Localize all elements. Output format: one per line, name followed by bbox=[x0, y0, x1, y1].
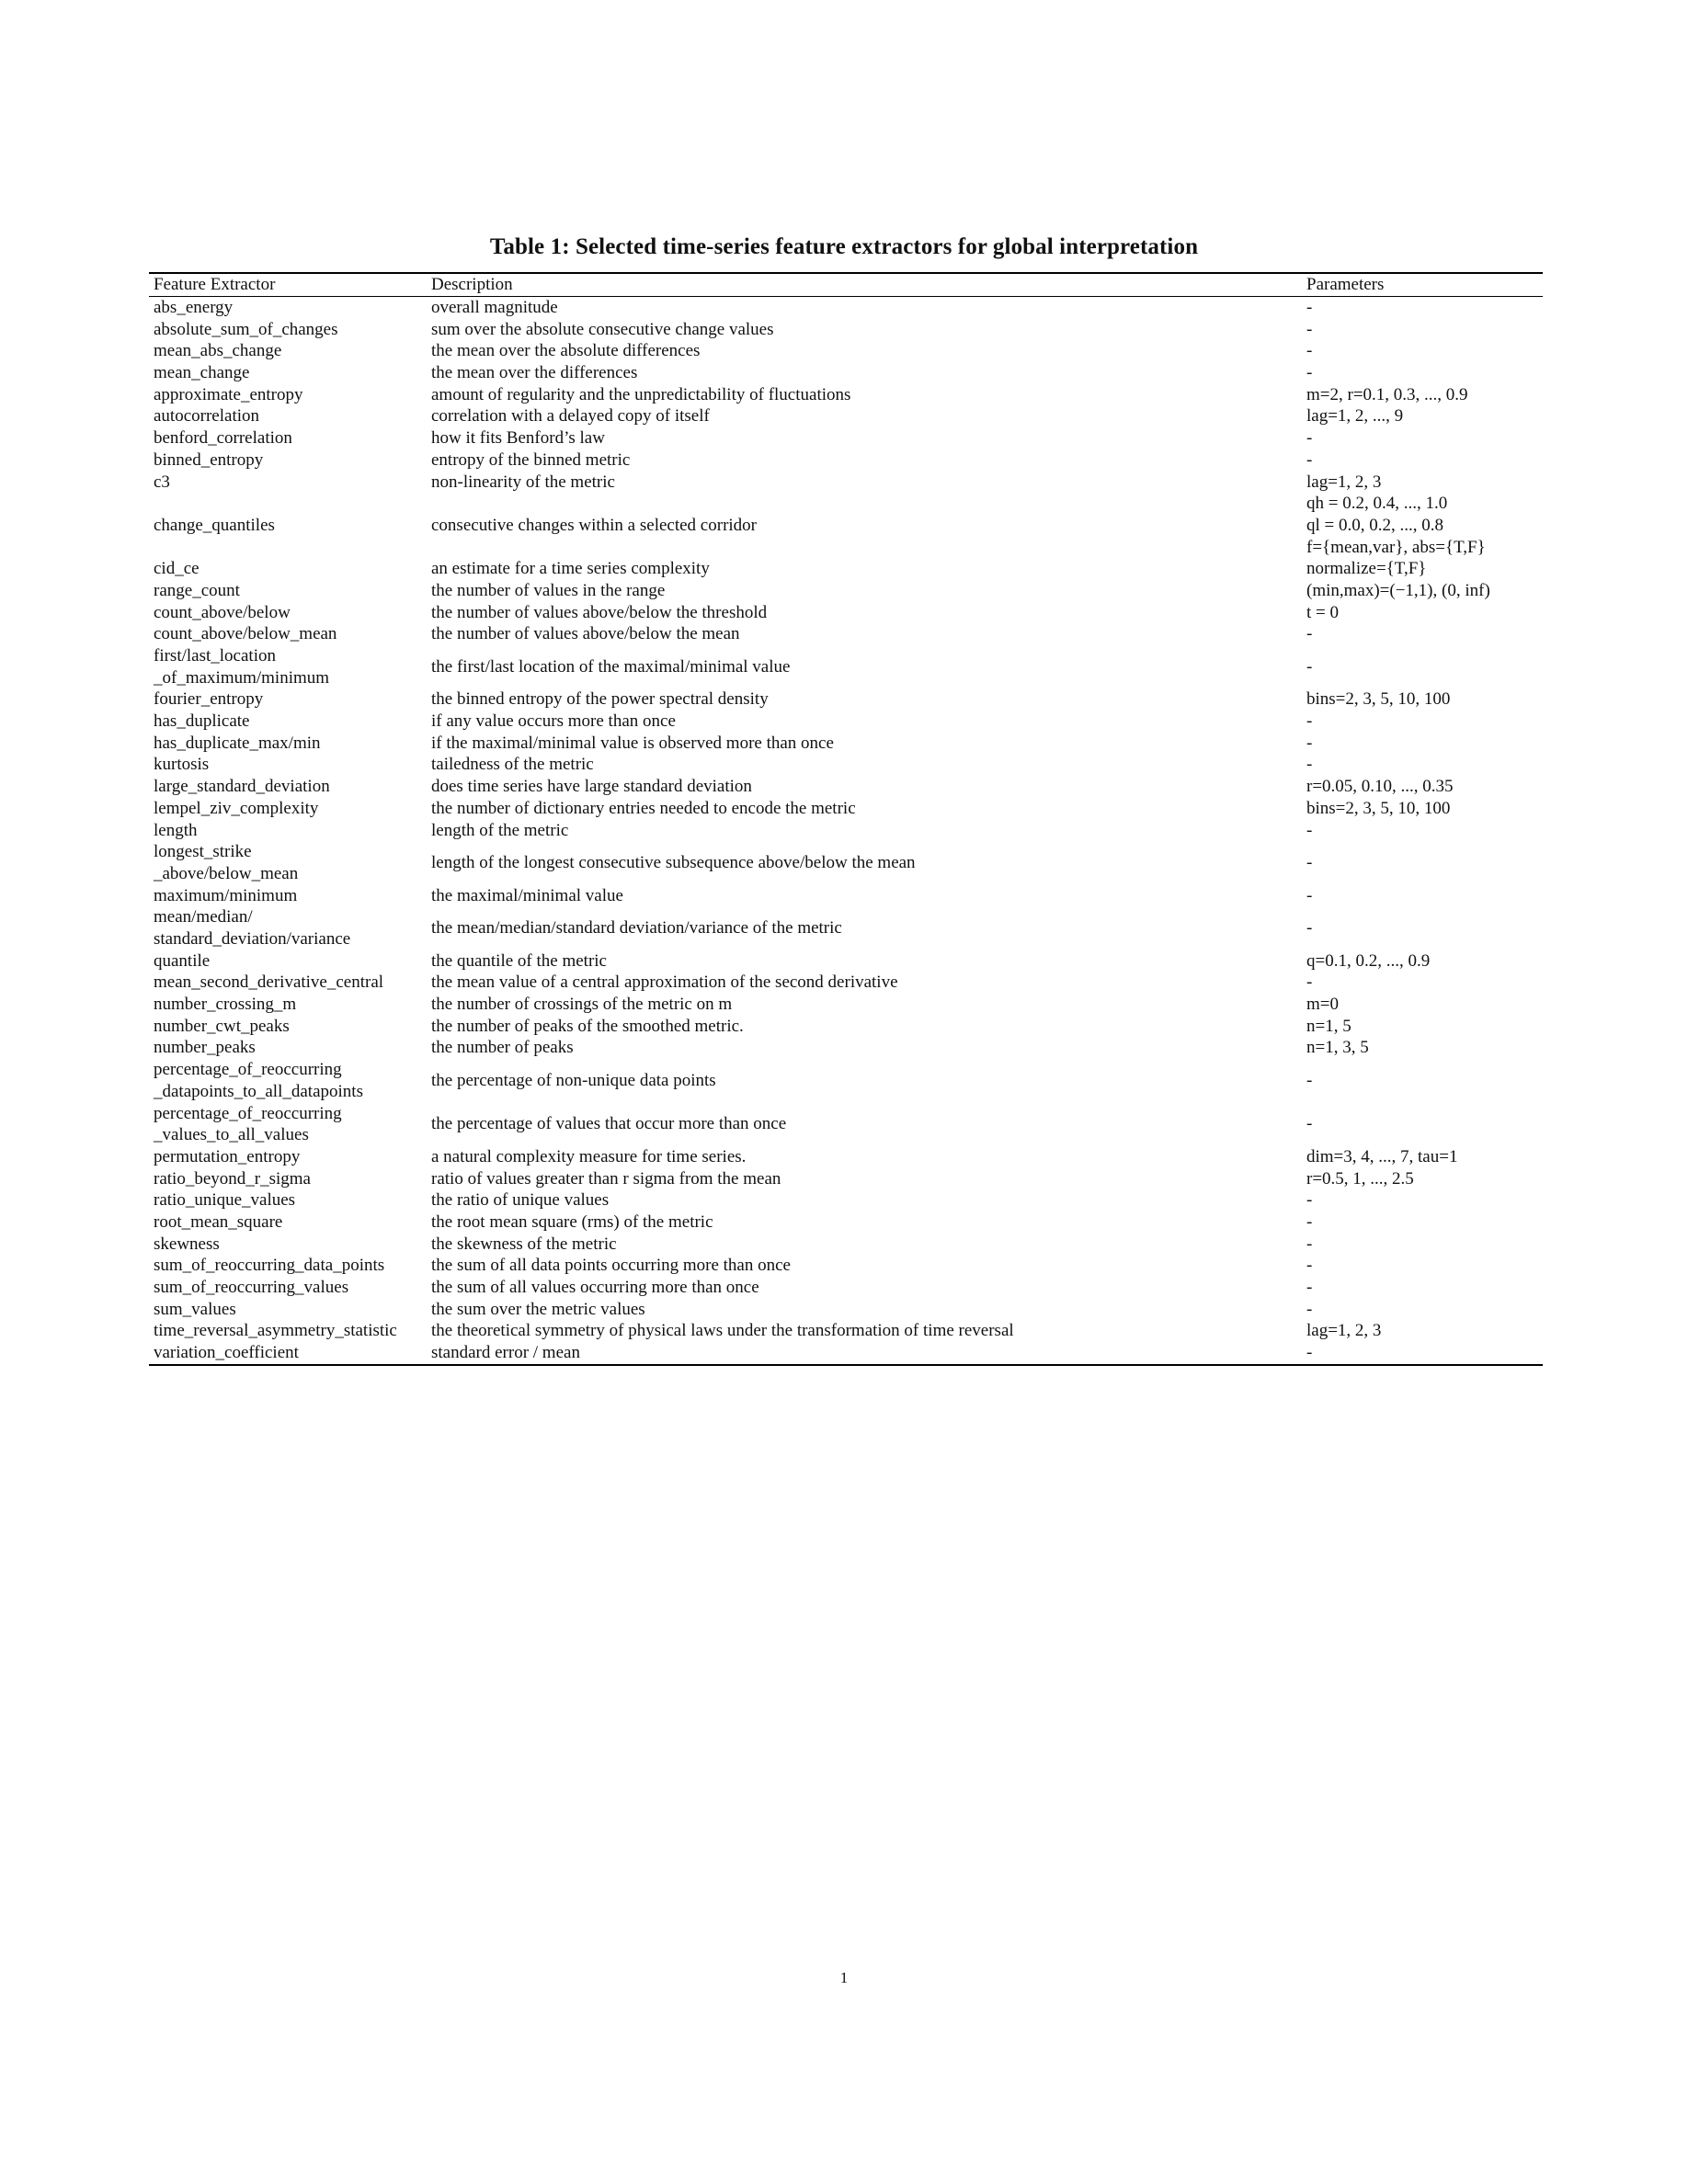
feature-name-cell bbox=[154, 885, 297, 907]
feature-name-cell bbox=[154, 754, 209, 776]
description-cell: the number of values above/below the threshold bbox=[431, 602, 768, 622]
table-row bbox=[149, 950, 1543, 973]
description-cell: the mean value of a central approximation of the second derivative bbox=[431, 973, 898, 993]
description-cell: length of the metric bbox=[431, 820, 569, 840]
table-row bbox=[149, 1234, 1543, 1256]
description-cell: the maximal/minimal value bbox=[431, 885, 623, 905]
parameter-line: - bbox=[1306, 298, 1313, 317]
parameters-cell bbox=[1306, 1342, 1312, 1364]
description-cell: ratio of values greater than r sigma from the mean bbox=[431, 1168, 781, 1189]
feature-name-line: maximum/minimum bbox=[154, 885, 298, 905]
feature-name-cell bbox=[154, 733, 321, 755]
table-row bbox=[149, 340, 1543, 362]
feature-name-cell bbox=[154, 405, 259, 427]
table-row bbox=[149, 1342, 1543, 1364]
description-cell: the theoretical symmetry of physical laws under the transformation of time reversal bbox=[431, 1321, 1014, 1341]
parameter-line: (min,max)=(−1,1), (0, inf) bbox=[1306, 580, 1490, 600]
description-cell: the number of values in the range bbox=[431, 580, 666, 600]
feature-name-line: sum_of_reoccurring_data_points bbox=[154, 1256, 385, 1276]
feature-name-line: mean_change bbox=[154, 363, 250, 383]
feature-name-cell bbox=[154, 1103, 342, 1146]
feature-name-line: count_above/below bbox=[154, 602, 291, 622]
parameters-cell bbox=[1306, 384, 1468, 406]
description-cell: non-linearity of the metric bbox=[431, 472, 615, 492]
feature-name-cell bbox=[154, 1342, 299, 1364]
description-cell: the number of peaks bbox=[431, 1038, 574, 1058]
parameter-line: m=2, r=0.1, 0.3, ..., 0.9 bbox=[1306, 384, 1468, 404]
description-cell: standard error / mean bbox=[431, 1343, 580, 1363]
feature-name-line: count_above/below_mean bbox=[154, 624, 337, 644]
table-row bbox=[149, 798, 1543, 820]
parameters-cell bbox=[1306, 362, 1312, 384]
description-cell: the number of dictionary entries needed to encode the metric bbox=[431, 798, 856, 818]
feature-name-line: range_count bbox=[154, 580, 240, 600]
description-cell: the skewness of the metric bbox=[431, 1234, 617, 1254]
parameters-cell bbox=[1306, 558, 1426, 580]
parameters-cell bbox=[1306, 1234, 1312, 1256]
parameter-line: r=0.5, 1, ..., 2.5 bbox=[1306, 1168, 1414, 1189]
parameters-cell bbox=[1306, 1113, 1312, 1135]
parameter-line: - bbox=[1306, 711, 1313, 732]
feature-name-line: percentage_of_reoccurring bbox=[154, 1060, 342, 1080]
table-row bbox=[149, 645, 1543, 688]
parameter-line: - bbox=[1306, 1114, 1313, 1134]
description-cell: the number of peaks of the smoothed metric. bbox=[431, 1016, 744, 1036]
parameters-cell bbox=[1306, 1168, 1414, 1190]
table-row bbox=[149, 994, 1543, 1016]
parameters-cell bbox=[1306, 950, 1430, 973]
parameter-line: normalize={T,F} bbox=[1306, 559, 1427, 579]
parameter-line: q=0.1, 0.2, ..., 0.9 bbox=[1306, 950, 1431, 971]
table-row bbox=[149, 384, 1543, 406]
description-cell: the mean/median/standard deviation/variance of the metric bbox=[431, 918, 842, 938]
feature-name-line: large_standard_deviation bbox=[154, 777, 330, 797]
parameters-cell bbox=[1306, 602, 1339, 624]
parameters-cell bbox=[1306, 340, 1312, 362]
feature-name-cell bbox=[154, 472, 170, 494]
parameters-cell bbox=[1306, 472, 1381, 494]
parameter-line: n=1, 3, 5 bbox=[1306, 1038, 1369, 1058]
feature-name-line: kurtosis bbox=[154, 755, 210, 775]
feature-name-cell bbox=[154, 906, 350, 950]
parameters-cell bbox=[1306, 972, 1312, 994]
feature-name-line: _of_maximum/minimum bbox=[154, 667, 330, 688]
table-row bbox=[149, 1103, 1543, 1146]
parameter-line: - bbox=[1306, 1343, 1313, 1363]
description-cell: length of the longest consecutive subsequence above/below the mean bbox=[431, 853, 916, 873]
description-cell: the binned entropy of the power spectral density bbox=[431, 689, 769, 710]
parameter-line: - bbox=[1306, 733, 1313, 753]
feature-name-line: skewness bbox=[154, 1234, 220, 1254]
feature-name-cell bbox=[154, 972, 383, 994]
feature-name-line: absolute_sum_of_changes bbox=[154, 319, 338, 339]
parameter-line: - bbox=[1306, 341, 1313, 361]
parameter-line: - bbox=[1306, 1278, 1313, 1298]
table-row bbox=[149, 1059, 1543, 1102]
parameter-line: - bbox=[1306, 885, 1313, 905]
parameters-cell bbox=[1306, 798, 1450, 820]
description-cell: does time series have large standard deviation bbox=[431, 777, 752, 797]
parameters-cell bbox=[1306, 754, 1312, 776]
parameters-cell bbox=[1306, 297, 1312, 319]
table-row bbox=[149, 558, 1543, 580]
parameter-line: bins=2, 3, 5, 10, 100 bbox=[1306, 689, 1451, 710]
table-row bbox=[149, 733, 1543, 755]
table-row bbox=[149, 885, 1543, 907]
description-cell: sum over the absolute consecutive change values bbox=[431, 319, 774, 339]
table-row bbox=[149, 1299, 1543, 1321]
table-row bbox=[149, 449, 1543, 472]
table-row bbox=[149, 711, 1543, 733]
feature-name-cell bbox=[154, 297, 233, 319]
parameters-cell bbox=[1306, 656, 1312, 678]
feature-name-line: has_duplicate bbox=[154, 711, 250, 732]
parameter-line: n=1, 5 bbox=[1306, 1016, 1352, 1036]
parameters-cell bbox=[1306, 1016, 1352, 1038]
description-cell: the number of crossings of the metric on m bbox=[431, 995, 733, 1015]
description-cell: the sum over the metric values bbox=[431, 1299, 645, 1319]
header-description: Description bbox=[431, 275, 513, 294]
feature-name-line: time_reversal_asymmetry_statistic bbox=[154, 1321, 397, 1341]
feature-name-cell bbox=[154, 623, 336, 645]
feature-name-line: variation_coefficient bbox=[154, 1343, 299, 1363]
feature-name-cell bbox=[154, 319, 338, 341]
feature-name-line: root_mean_square bbox=[154, 1211, 283, 1232]
feature-name-line: benford_correlation bbox=[154, 428, 292, 449]
feature-name-line: approximate_entropy bbox=[154, 384, 303, 404]
feature-name-line: autocorrelation bbox=[154, 406, 260, 427]
feature-name-cell bbox=[154, 1016, 290, 1038]
feature-name-line: binned_entropy bbox=[154, 449, 264, 470]
feature-name-cell bbox=[154, 1037, 256, 1059]
table-row bbox=[149, 906, 1543, 950]
parameter-line: ql = 0.0, 0.2, ..., 0.8 bbox=[1306, 515, 1443, 535]
table-row bbox=[149, 972, 1543, 994]
feature-name-cell bbox=[154, 1255, 384, 1277]
table-caption: Table 1: Selected time-series feature extractors for global interpretation bbox=[489, 234, 1199, 259]
table-row bbox=[149, 1016, 1543, 1038]
parameters-cell bbox=[1306, 449, 1312, 472]
parameters-cell bbox=[1306, 852, 1312, 874]
parameter-line: - bbox=[1306, 656, 1313, 677]
parameters-cell bbox=[1306, 711, 1312, 733]
description-cell: a natural complexity measure for time series. bbox=[431, 1146, 747, 1166]
feature-name-line: number_peaks bbox=[154, 1038, 256, 1058]
parameter-line: - bbox=[1306, 820, 1313, 840]
description-cell: entropy of the binned metric bbox=[431, 449, 631, 470]
feature-name-cell bbox=[154, 1168, 311, 1190]
table-body bbox=[149, 297, 1543, 1364]
feature-name-line: sum_values bbox=[154, 1299, 236, 1319]
feature-name-line: mean_abs_change bbox=[154, 341, 282, 361]
parameters-cell bbox=[1306, 1146, 1457, 1168]
description-cell: how it fits Benford’s law bbox=[431, 428, 605, 449]
feature-name-cell bbox=[154, 515, 275, 537]
table-row bbox=[149, 1037, 1543, 1059]
feature-name-line: mean/median/ bbox=[154, 907, 253, 927]
parameter-line: lag=1, 2, 3 bbox=[1306, 1321, 1382, 1341]
table-row bbox=[149, 319, 1543, 341]
feature-name-line: permutation_entropy bbox=[154, 1146, 301, 1166]
feature-name-line: sum_of_reoccurring_values bbox=[154, 1278, 349, 1298]
parameter-line: bins=2, 3, 5, 10, 100 bbox=[1306, 798, 1451, 818]
feature-extractor-table bbox=[149, 272, 1543, 1366]
description-cell: the percentage of non-unique data points bbox=[431, 1070, 716, 1090]
feature-name-cell bbox=[154, 1277, 348, 1299]
parameters-cell bbox=[1306, 427, 1312, 449]
parameters-cell bbox=[1306, 319, 1312, 341]
table-row bbox=[149, 472, 1543, 494]
table-row bbox=[149, 602, 1543, 624]
table-row bbox=[149, 1277, 1543, 1299]
parameters-cell bbox=[1306, 1037, 1369, 1059]
description-cell: the first/last location of the maximal/minimal value bbox=[431, 656, 791, 677]
parameter-line: - bbox=[1306, 755, 1313, 775]
feature-name-line: fourier_entropy bbox=[154, 689, 264, 710]
description-cell: the number of values above/below the mean bbox=[431, 624, 740, 644]
table-row bbox=[149, 1189, 1543, 1211]
description-cell: if any value occurs more than once bbox=[431, 711, 676, 732]
feature-name-cell bbox=[154, 449, 263, 472]
description-cell: the ratio of unique values bbox=[431, 1190, 610, 1211]
parameters-cell bbox=[1306, 917, 1312, 939]
parameter-line: t = 0 bbox=[1306, 602, 1339, 622]
feature-name-line: first/last_location bbox=[154, 646, 276, 666]
feature-name-cell bbox=[154, 1146, 300, 1168]
description-cell: an estimate for a time series complexity bbox=[431, 559, 710, 579]
parameters-cell bbox=[1306, 885, 1312, 907]
header-feature-extractor: Feature Extractor bbox=[154, 275, 276, 294]
description-cell: if the maximal/minimal value is observed more than once bbox=[431, 733, 834, 753]
parameters-cell bbox=[1306, 776, 1454, 798]
table-row bbox=[149, 1168, 1543, 1190]
description-cell: the sum of all values occurring more than once bbox=[431, 1278, 759, 1298]
parameter-line: - bbox=[1306, 319, 1313, 339]
description-cell: tailedness of the metric bbox=[431, 755, 594, 775]
feature-name-line: standard_deviation/variance bbox=[154, 929, 351, 950]
table-row bbox=[149, 1146, 1543, 1168]
feature-name-cell bbox=[154, 340, 281, 362]
table-row bbox=[149, 688, 1543, 711]
description-cell: the quantile of the metric bbox=[431, 950, 607, 971]
feature-name-line: _values_to_all_values bbox=[154, 1125, 309, 1145]
description-cell: the mean over the differences bbox=[431, 363, 638, 383]
parameter-line: - bbox=[1306, 1299, 1313, 1319]
parameter-line: qh = 0.2, 0.4, ..., 1.0 bbox=[1306, 494, 1448, 514]
table-header-row bbox=[149, 274, 1543, 297]
feature-name-cell bbox=[154, 841, 298, 884]
parameter-line: - bbox=[1306, 1256, 1313, 1276]
page-number: 1 bbox=[839, 1969, 849, 1986]
parameter-line: - bbox=[1306, 1211, 1313, 1232]
feature-name-line: abs_energy bbox=[154, 298, 234, 317]
feature-name-cell bbox=[154, 994, 296, 1016]
parameters-cell bbox=[1306, 1277, 1312, 1299]
table-row bbox=[149, 841, 1543, 884]
parameter-line: - bbox=[1306, 853, 1313, 873]
table-row bbox=[149, 776, 1543, 798]
parameter-line: - bbox=[1306, 1190, 1313, 1211]
table-row bbox=[149, 493, 1543, 558]
parameter-line: dim=3, 4, ..., 7, tau=1 bbox=[1306, 1146, 1458, 1166]
parameters-cell bbox=[1306, 405, 1403, 427]
table-row bbox=[149, 427, 1543, 449]
parameter-line: r=0.05, 0.10, ..., 0.35 bbox=[1306, 777, 1454, 797]
feature-name-cell bbox=[154, 558, 200, 580]
parameters-cell bbox=[1306, 1299, 1312, 1321]
table-row bbox=[149, 623, 1543, 645]
feature-name-cell bbox=[154, 776, 330, 798]
parameter-line: - bbox=[1306, 449, 1313, 470]
feature-name-line: cid_ce bbox=[154, 559, 200, 579]
feature-name-line: _above/below_mean bbox=[154, 863, 299, 883]
parameters-cell bbox=[1306, 820, 1312, 842]
description-cell: the sum of all data points occurring more than once bbox=[431, 1256, 791, 1276]
description-cell: the mean over the absolute differences bbox=[431, 341, 701, 361]
parameter-line: - bbox=[1306, 1234, 1313, 1254]
table-row bbox=[149, 405, 1543, 427]
parameter-line: - bbox=[1306, 363, 1313, 383]
parameters-cell bbox=[1306, 1255, 1312, 1277]
feature-name-line: quantile bbox=[154, 950, 211, 971]
parameters-cell bbox=[1306, 994, 1339, 1016]
parameters-cell bbox=[1306, 1320, 1381, 1342]
feature-name-cell bbox=[154, 1234, 220, 1256]
feature-name-line: percentage_of_reoccurring bbox=[154, 1103, 342, 1123]
description-cell: correlation with a delayed copy of itself bbox=[431, 406, 710, 427]
feature-name-cell bbox=[154, 427, 292, 449]
table-row bbox=[149, 1255, 1543, 1277]
table-row bbox=[149, 297, 1543, 319]
feature-name-line: _datapoints_to_all_datapoints bbox=[154, 1081, 363, 1101]
parameters-cell bbox=[1306, 623, 1312, 645]
parameter-line: lag=1, 2, 3 bbox=[1306, 472, 1382, 492]
feature-name-line: length bbox=[154, 820, 198, 840]
feature-name-line: longest_strike bbox=[154, 842, 252, 862]
table-row bbox=[149, 820, 1543, 842]
feature-name-line: number_crossing_m bbox=[154, 995, 297, 1015]
parameter-line: lag=1, 2, ..., 9 bbox=[1306, 406, 1404, 427]
description-cell: amount of regularity and the unpredictability of fluctuations bbox=[431, 384, 851, 404]
parameter-line: - bbox=[1306, 428, 1313, 449]
parameter-line: - bbox=[1306, 973, 1313, 993]
feature-name-cell bbox=[154, 645, 329, 688]
feature-name-cell bbox=[154, 1211, 282, 1234]
header-parameters: Parameters bbox=[1306, 275, 1385, 294]
parameters-cell bbox=[1306, 688, 1450, 711]
feature-name-cell bbox=[154, 1059, 363, 1102]
table-row bbox=[149, 754, 1543, 776]
feature-name-cell bbox=[154, 1320, 397, 1342]
feature-name-cell bbox=[154, 688, 263, 711]
description-cell: the root mean square (rms) of the metric bbox=[431, 1211, 713, 1232]
feature-name-line: has_duplicate_max/min bbox=[154, 733, 321, 753]
description-cell: consecutive changes within a selected corridor bbox=[431, 515, 757, 535]
parameter-line: m=0 bbox=[1306, 995, 1339, 1015]
feature-name-line: c3 bbox=[154, 472, 170, 492]
parameter-line: f={mean,var}, abs={T,F} bbox=[1306, 537, 1486, 557]
feature-name-cell bbox=[154, 711, 249, 733]
feature-name-cell bbox=[154, 602, 291, 624]
feature-name-line: ratio_unique_values bbox=[154, 1190, 296, 1211]
parameters-cell bbox=[1306, 580, 1490, 602]
feature-name-cell bbox=[154, 362, 249, 384]
feature-name-cell bbox=[154, 820, 198, 842]
feature-name-cell bbox=[154, 1299, 236, 1321]
parameters-cell bbox=[1306, 733, 1312, 755]
parameters-cell bbox=[1306, 1211, 1312, 1234]
description-cell: the percentage of values that occur more than once bbox=[431, 1114, 787, 1134]
feature-name-line: number_cwt_peaks bbox=[154, 1016, 290, 1036]
feature-name-cell bbox=[154, 1189, 295, 1211]
feature-name-line: mean_second_derivative_central bbox=[154, 973, 384, 993]
parameters-cell bbox=[1306, 493, 1486, 558]
feature-name-cell bbox=[154, 580, 240, 602]
parameter-line: - bbox=[1306, 1070, 1313, 1090]
feature-name-cell bbox=[154, 950, 210, 973]
description-cell: overall magnitude bbox=[431, 298, 558, 317]
parameter-line: - bbox=[1306, 918, 1313, 938]
feature-name-cell bbox=[154, 384, 303, 406]
feature-name-line: lempel_ziv_complexity bbox=[154, 798, 319, 818]
feature-name-line: ratio_beyond_r_sigma bbox=[154, 1168, 311, 1189]
feature-name-cell bbox=[154, 798, 318, 820]
parameters-cell bbox=[1306, 1070, 1312, 1092]
table-row bbox=[149, 362, 1543, 384]
table-row bbox=[149, 1211, 1543, 1234]
feature-name-line: change_quantiles bbox=[154, 515, 275, 535]
table-row bbox=[149, 1320, 1543, 1342]
parameters-cell bbox=[1306, 1189, 1312, 1211]
table-row bbox=[149, 580, 1543, 602]
parameter-line: - bbox=[1306, 624, 1313, 644]
